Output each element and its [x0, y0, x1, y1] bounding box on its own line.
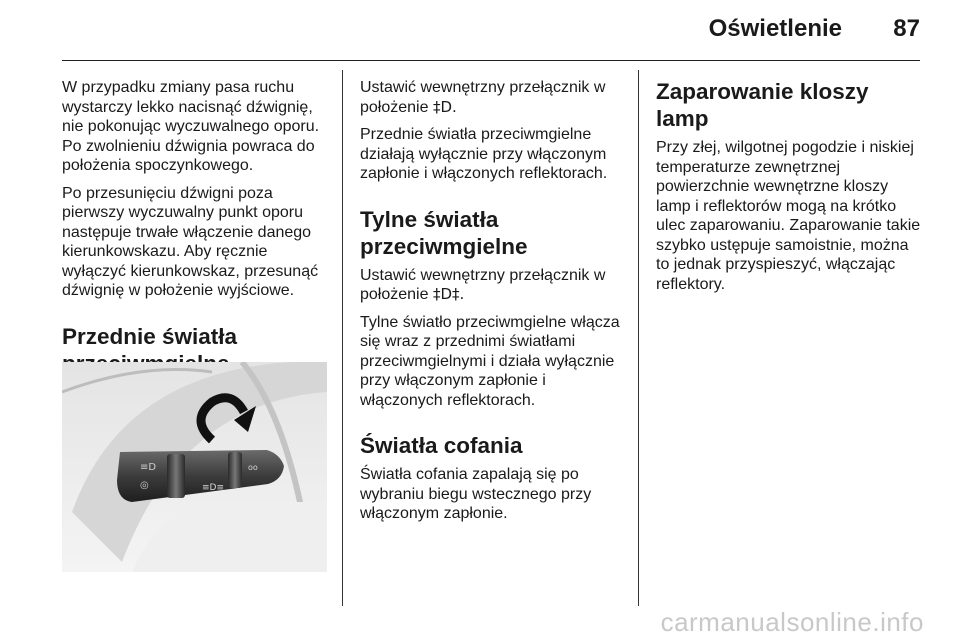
paragraph-lamp-condensation: Przy złej, wilgotnej pogodzie i niskiej temperaturze zewnętrznej powierzchnie wewnętrzne kloszy lamp i reflektorów mogą na krótko ulec zaparowaniu. Zaparowanie takie szybko ustępuje samoistnie, można to jednak przyspieszyć, włączając reflektory.: [656, 139, 921, 293]
paragraph-reverse-lights: Światła cofania zapalają się po wybraniu biegu wstecznego przy włączonym zapłonie.: [360, 466, 592, 522]
svg-text:oo: oo: [248, 463, 258, 472]
svg-text:◎: ◎: [140, 480, 149, 491]
column-divider-right: [638, 70, 639, 606]
page-title: Oświetlenie: [708, 15, 842, 42]
paragraph-lane-change: W przypadku zmiany pasa ruchu wystarczy lekko nacisnąć dźwignię, nie pokonując wyczuwalnego oporu. Po zwolnieniu dźwignia powraca do położenia spoczynkowego.: [62, 79, 320, 174]
page-number: 87: [893, 15, 920, 42]
column-2: [360, 78, 628, 532]
front-fog-set-text: Ustawić wewnętrzny przełącznik w położenie: [360, 79, 606, 116]
paragraph-rear-fog-desc: Tylne światło przeciwmgielne włącza się wraz z przednimi światłami przeciwmgielnymi i działa wyłącznie przy włączonym zapłonie i włączonych reflektorach.: [360, 313, 620, 409]
heading-lamp-condensation: Zaparowanie kloszy lamp: [656, 79, 869, 131]
heading-reverse-lights: Światła cofania: [360, 433, 523, 458]
paragraph-indicator-permanent: Po przesunięciu dźwigni poza pierwszy wyczuwalny punkt oporu następuje trwałe włączenie danego kierunkowskazu. Aby ręcznie wyłączyć kierunkowskaz, przesunąć dźwignię w położenie wyjściowe.: [62, 184, 319, 299]
paragraph-rear-fog-set: [360, 266, 628, 305]
header-rule: [62, 60, 920, 61]
page-header: [0, 0, 960, 62]
column-divider-left: [342, 70, 343, 606]
front-fog-symbol-icon: ‡D.: [432, 97, 457, 116]
heading-rear-fog-lights: Tylne światła przeciwmgielne: [360, 206, 528, 259]
paragraph-front-fog-desc: Przednie światła przeciwmgielne działają wyłącznie przy włączonym zapłonie i włączonych reflektorach.: [360, 126, 608, 182]
svg-text:≡D≡: ≡D≡: [202, 483, 225, 493]
stalk-switch-illustration: [62, 362, 327, 572]
svg-text:≡D: ≡D: [140, 462, 157, 473]
watermark: carmanualsonline.info: [660, 607, 924, 637]
rear-fog-set-text: Ustawić wewnętrzny przełącznik w położenie: [360, 266, 606, 303]
heading-front-fog-lights: Przednie światła: [62, 323, 238, 349]
column-3: [656, 78, 926, 302]
column-1: [62, 78, 332, 383]
paragraph-front-fog-set: [360, 78, 628, 117]
rear-fog-symbol-icon: ‡D‡.: [432, 285, 465, 303]
